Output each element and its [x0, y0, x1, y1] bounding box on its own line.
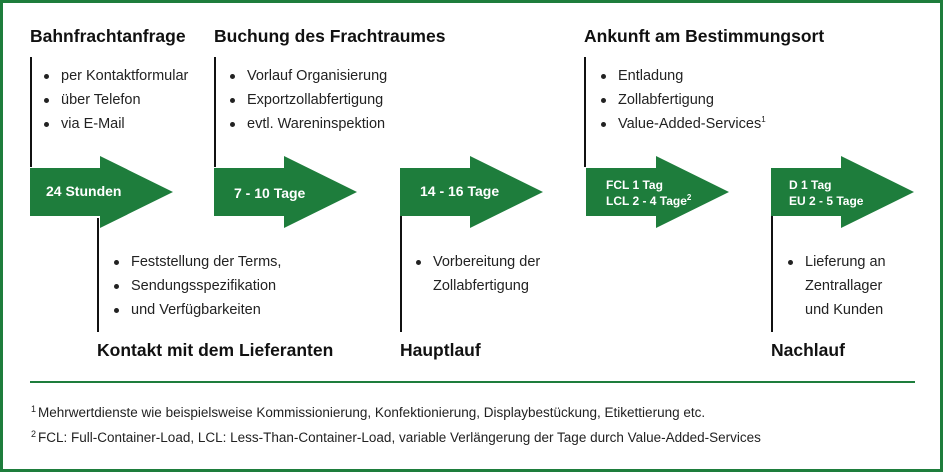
- list-item: Vorlauf Organisierung: [230, 64, 387, 88]
- title-buchung: Buchung des Frachtraumes: [214, 26, 446, 46]
- divider: [30, 381, 915, 383]
- title-kontakt: Kontakt mit dem Lieferanten: [97, 340, 334, 360]
- arrow-label: 7 - 10 Tage: [234, 185, 306, 201]
- list-item: [601, 112, 766, 136]
- title-nachlauf: Nachlauf: [771, 340, 845, 360]
- list-item: Vorbereitung der: [416, 250, 540, 274]
- list-item: Feststellung der Terms,: [114, 250, 281, 274]
- list-item: über Telefon: [44, 88, 188, 112]
- connector-line: [214, 57, 216, 167]
- connector-line: [584, 57, 586, 167]
- connector-line: [30, 57, 32, 167]
- list-item: und Verfügbarkeiten: [114, 298, 281, 322]
- footnote-ref: 2: [686, 193, 692, 202]
- footnote-ref: 1: [761, 115, 766, 125]
- footnote-mark: 1: [31, 404, 37, 414]
- list-item: Entladung: [601, 64, 766, 88]
- footnote-1: [31, 404, 705, 420]
- list-buchung: [230, 64, 387, 136]
- connector-line: [400, 210, 402, 332]
- list-item: Exportzollabfertigung: [230, 88, 387, 112]
- list-item: Zollabfertigung: [601, 88, 766, 112]
- arrow-label: 14 - 16 Tage: [420, 183, 500, 199]
- title-bahnfrachtanfrage: Bahnfrachtanfrage: [30, 26, 186, 46]
- arrow-label-line2: LCL 2 - 4 Tage$^2$: [606, 193, 692, 208]
- list-item-text: Value-Added-Services: [618, 116, 762, 132]
- footnote-text: Mehrwertdienste wie beispielsweise Kommissionierung, Konfektionierung, Displaybestückung, Etikettierung etc.: [38, 405, 706, 420]
- list-item: per Kontaktformular: [44, 64, 188, 88]
- arrow-label-line1: D 1 Tag: [789, 178, 832, 192]
- list-nachlauf: [788, 250, 886, 322]
- arrow-step-1: [30, 156, 174, 228]
- list-kontakt: [114, 250, 281, 322]
- footnote-text: FCL: Full-Container-Load, LCL: Less-Than-Container-Load, variable Verlängerung der Tage durch Value-Added-Services: [38, 430, 761, 445]
- connector-line: [771, 210, 773, 332]
- arrow-label: [606, 177, 691, 209]
- arrow-label-line1: FCL 1 Tag: [606, 178, 663, 192]
- list-ankunft: [601, 64, 766, 136]
- title-hauptlauf: Hauptlauf: [400, 340, 481, 360]
- list-item: Zollabfertigung: [433, 278, 529, 294]
- arrow-step-3: [400, 156, 544, 228]
- title-ankunft: Ankunft am Bestimmungsort: [584, 26, 825, 46]
- list-item: evtl. Wareninspektion: [230, 112, 387, 136]
- arrow-label-line2: EU 2 - 5 Tage: [789, 194, 864, 208]
- list-item: Lieferung an: [788, 250, 886, 274]
- arrow-step-4: [586, 156, 730, 228]
- list-item: und Kunden: [805, 302, 884, 318]
- arrow-step-5: [771, 156, 915, 228]
- arrow-step-2: [214, 156, 358, 228]
- footnote-2: [31, 429, 761, 445]
- list-item: Zentrallager: [805, 278, 883, 294]
- arrow-label: [789, 177, 863, 209]
- list-hauptlauf: [416, 250, 540, 298]
- list-item: Sendungsspezifikation: [114, 274, 281, 298]
- list-anfrage: [44, 64, 188, 136]
- arrow-label: 24 Stunden: [46, 183, 122, 199]
- list-item: via E-Mail: [44, 112, 188, 136]
- connector-line: [97, 218, 99, 332]
- footnote-mark: 2: [31, 429, 37, 439]
